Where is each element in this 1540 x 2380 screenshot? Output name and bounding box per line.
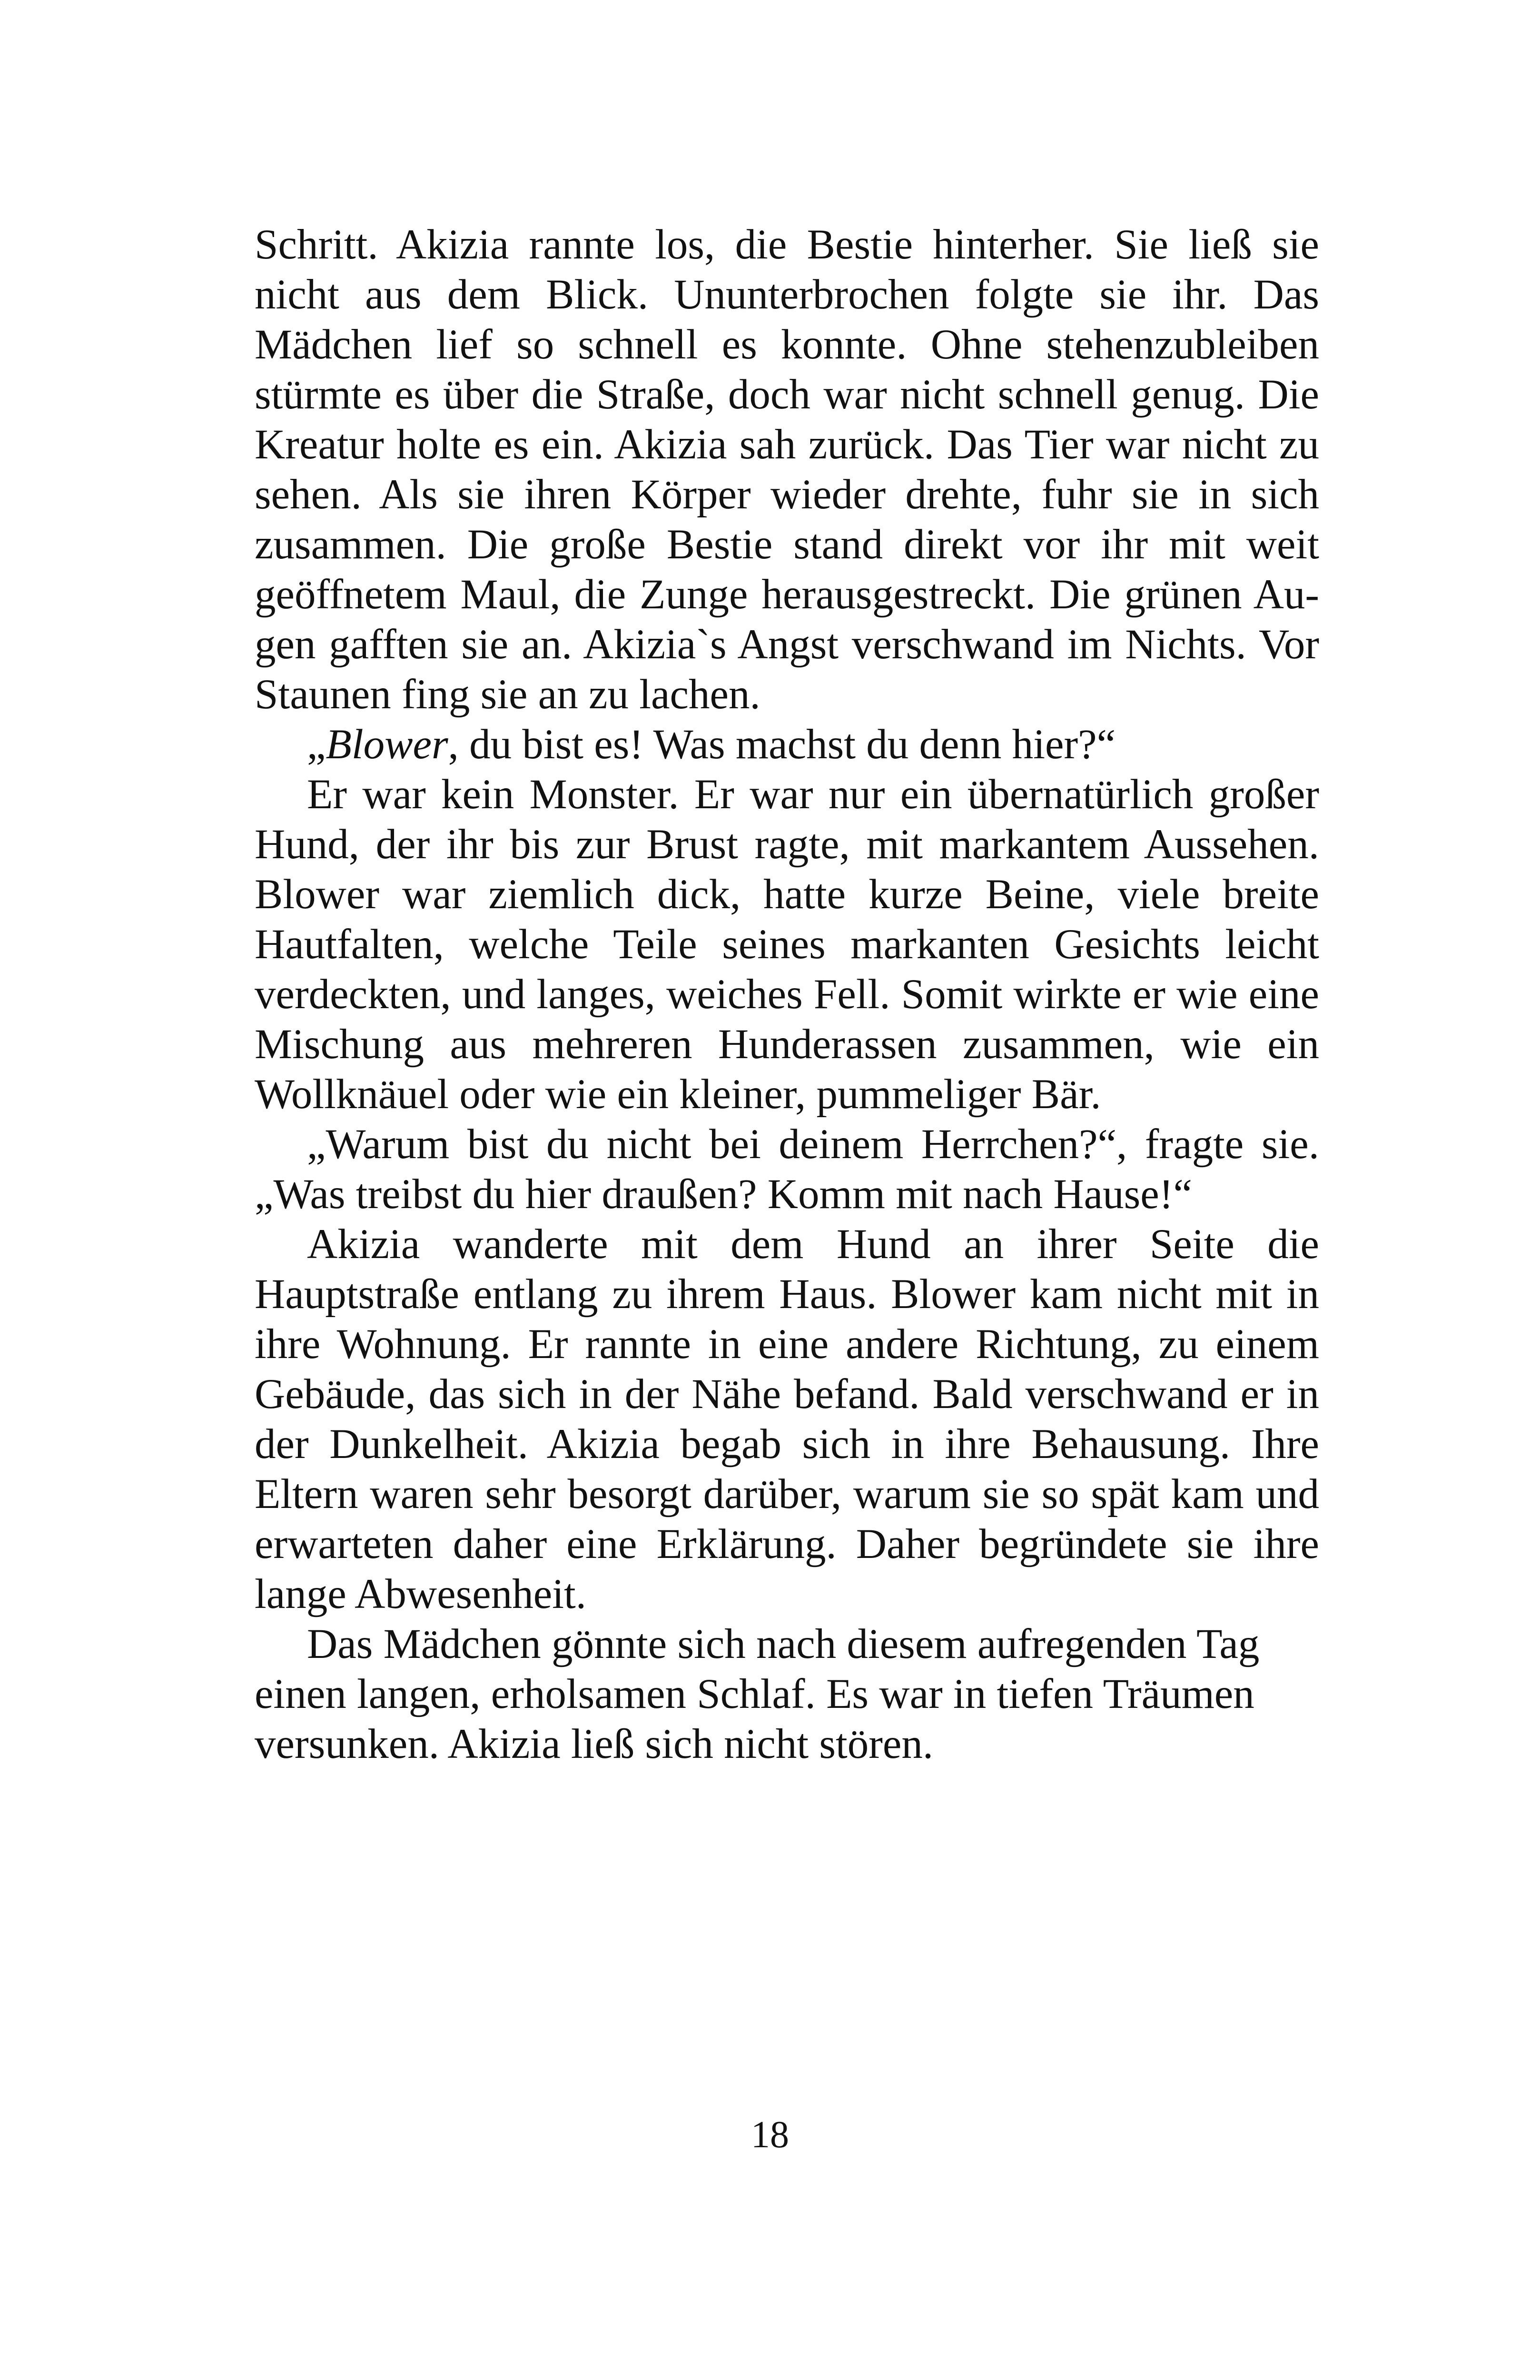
body-text <box>255 220 1319 1769</box>
paragraph: Schritt. Akizia rannte los, die Bestie hinterher. Sie ließ sie nicht aus dem Blick. Ununterbrochen folgte sie ihr. Das Mädchen lief so schnell es konnte. Ohne stehenzubleiben stürmte es über die Straße, doch war nicht schnell genug. Die Kreatur holte es ein. Akizia sah zurück. Das Tier war nicht zu sehen. Als sie ihren Körper wieder drehte, fuhr sie in sich zusammen. Die große Bestie stand direkt vor ihr mit weit geöffnetem Maul, die Zunge herausgestreckt. Die grünen Augen gafften sie an. Akizia`s Angst verschwand im Nichts. Vor Staunen fing sie an zu lachen. <box>255 221 1319 718</box>
paragraph: Akizia wanderte mit dem Hund an ihrer Seite die Hauptstraße entlang zu ihrem Haus. Blower kam nicht mit in ihre Wohnung. Er rannte in eine andere Richtung, zu einem Gebäude, das sich in der Nähe befand. Bald verschwand er in der Dunkelheit. Akizia begab sich in ihre Behausung. Ihre Eltern waren sehr besorgt darüber, warum sie so spät kam und erwarteten daher eine Erklärung. Daher begründete sie ihre lange Abwesenheit. <box>255 1221 1319 1617</box>
paragraph: Er war kein Monster. Er war nur ein übernatürlich großer Hund, der ihr bis zur Brust ragte, mit markantem Aussehen. Blower war ziemlich dick, hatte kurze Beine, viele breite Hautfalten, welche Teile seines markanten Gesichts leicht verdeckten, und langes, weiches Fell. Somit wirkte er wie eine Mischung aus mehreren Hunderassen zusammen, wie ein Wollknäuel oder wie ein kleiner, pummeliger Bär. <box>255 771 1319 1118</box>
dog-name: Blower <box>326 721 448 768</box>
paragraph: „Warum bist du nicht bei deinem Herrchen?“, fragte sie. „Was treibst du hier draußen? Komm mit nach Hause!“ <box>255 1121 1319 1218</box>
opening-quote: „ <box>307 721 326 768</box>
dialogue-text: , du bist es! Was machst du denn hier?“ <box>448 721 1116 768</box>
page-number: 18 <box>751 2114 789 2156</box>
dialogue-paragraph <box>255 720 1319 770</box>
paragraph: Das Mädchen gönnte sich nach diesem aufregenden Tag einen langen, erholsamen Schlaf. Es war in tiefen Träumen versunken. Akizia ließ sich nicht stören. <box>255 1621 1260 1767</box>
